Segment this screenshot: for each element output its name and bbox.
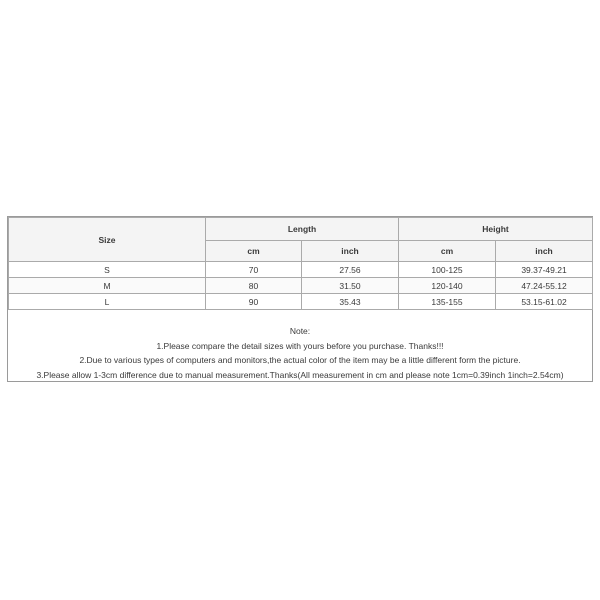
size-cell: S xyxy=(9,262,206,278)
height-inch-header: inch xyxy=(496,241,593,262)
size-chart xyxy=(7,216,593,382)
note-line-1: 1.Please compare the detail sizes with yours before you purchase. Thanks!!! xyxy=(156,340,444,351)
table-row xyxy=(9,262,593,278)
length-inch-cell: 35.43 xyxy=(302,294,399,310)
size-table xyxy=(8,217,593,310)
length-cm-cell: 90 xyxy=(206,294,302,310)
length-inch-cell: 31.50 xyxy=(302,278,399,294)
height-inch-cell: 53.15-61.02 xyxy=(496,294,593,310)
height-inch-cell: 47.24-55.12 xyxy=(496,278,593,294)
height-cm-cell: 120-140 xyxy=(399,278,496,294)
notes-section xyxy=(8,310,592,382)
table-row xyxy=(9,278,593,294)
height-inch-cell: 39.37-49.21 xyxy=(496,262,593,278)
note-line-3: 3.Please allow 1-3cm difference due to manual measurement.Thanks(All measurement in cm and please note 1cm=0.39inch 1inch=2.54cm) xyxy=(36,369,564,380)
size-cell: L xyxy=(9,294,206,310)
height-cm-cell: 100-125 xyxy=(399,262,496,278)
length-group-header: Length xyxy=(206,218,399,241)
height-cm-cell: 135-155 xyxy=(399,294,496,310)
size-column-header: Size xyxy=(9,218,206,262)
height-group-header: Height xyxy=(399,218,593,241)
note-line-2: 2.Due to various types of computers and monitors,the actual color of the item may be a little different form the picture. xyxy=(79,355,521,365)
length-cm-cell: 80 xyxy=(206,278,302,294)
notes-title: Note: xyxy=(289,326,311,336)
length-cm-cell: 70 xyxy=(206,262,302,278)
length-inch-cell: 27.56 xyxy=(302,262,399,278)
length-inch-header: inch xyxy=(302,241,399,262)
height-cm-header: cm xyxy=(399,241,496,262)
table-header-row xyxy=(9,218,593,241)
size-cell: M xyxy=(9,278,206,294)
length-cm-header: cm xyxy=(206,241,302,262)
table-row xyxy=(9,294,593,310)
